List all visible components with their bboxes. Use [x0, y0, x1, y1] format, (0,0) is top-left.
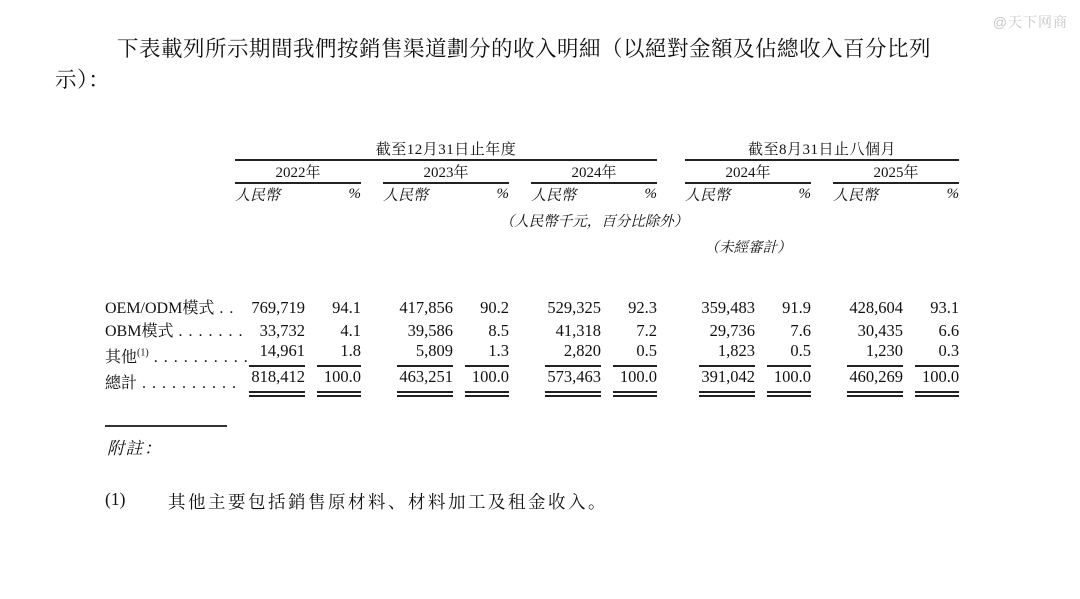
subheader-row [105, 183, 959, 205]
cell-value: 463,251 [383, 367, 453, 393]
gap-cell [657, 138, 685, 160]
table-row-other [105, 341, 959, 367]
notes-heading: 附註： [107, 439, 163, 458]
cell-value: 0.5 [601, 341, 657, 367]
gap-cell [361, 318, 383, 341]
row-label [105, 367, 238, 393]
cell-value: 529,325 [547, 298, 601, 317]
cell-value: 6.6 [938, 321, 960, 340]
cell-value: 39,586 [407, 321, 453, 340]
currency-subheader: 人民幣 [685, 188, 731, 204]
percent-subheader: % [496, 186, 509, 202]
unaudited-note-row [105, 231, 959, 257]
percent-subheader: % [348, 186, 361, 202]
gap-cell [657, 160, 685, 183]
gap-cell [811, 183, 833, 205]
cell-value: 90.2 [480, 298, 509, 317]
cell-value: 8.5 [488, 321, 509, 340]
intro-paragraph: 下表載列所示期間我們按銷售渠道劃分的收入明細（以絕對金額及佔總收入百分比列示）： [55, 37, 932, 92]
cell-value: 391,042 [685, 367, 755, 393]
cell-value: 4.1 [340, 321, 361, 340]
row-label [105, 341, 249, 367]
gap-cell [509, 318, 531, 341]
row-label-text: OBM模式 [105, 323, 174, 340]
empty-cell [105, 205, 531, 231]
unaudited-note-cell [685, 231, 811, 257]
gap-cell [361, 341, 383, 367]
cell-value: 100.0 [601, 367, 657, 393]
year-header-2023: 2023年 [383, 160, 509, 183]
row-label [105, 295, 235, 318]
cell-value: 0.5 [755, 341, 811, 367]
cell-value: 100.0 [453, 367, 509, 393]
dot-leader: . . . . . . . . . . [148, 349, 249, 366]
gap-cell [657, 341, 685, 367]
empty-cell [811, 231, 959, 257]
gap-cell [361, 295, 383, 318]
cell-value: 5,809 [383, 341, 453, 367]
cell-value: 818,412 [235, 367, 305, 393]
unit-note-row [105, 205, 959, 231]
revenue-table-container [105, 138, 1080, 393]
currency-subheader: 人民幣 [235, 188, 281, 204]
table-row-obm [105, 318, 959, 341]
cell-value: 29,736 [709, 321, 756, 340]
empty-cell [657, 205, 959, 231]
table-row-total [105, 367, 959, 393]
gap-cell [361, 183, 383, 205]
empty-cell [105, 257, 959, 295]
cell-value: 100.0 [903, 367, 959, 393]
footnote-1 [105, 489, 1080, 514]
cell-value: 93.1 [930, 298, 960, 317]
dot-leader: . . [214, 300, 235, 317]
empty-cell [105, 183, 235, 205]
gap-cell [811, 318, 833, 341]
footnote-rule [105, 425, 227, 427]
cell-value: 1,230 [833, 341, 903, 367]
percent-subheader: % [798, 186, 812, 202]
cell-value: 7.6 [790, 321, 812, 340]
gap-cell [811, 160, 833, 183]
unaudited-note: （未經審計） [704, 240, 792, 256]
unit-note: （人民幣千元，百分比除外） [499, 214, 689, 230]
gap-cell [657, 295, 685, 318]
footnote-marker: (1) [105, 489, 126, 509]
cell-value: 460,269 [833, 367, 903, 393]
currency-subheader: 人民幣 [833, 188, 879, 204]
footnote-ref-1: (1) [137, 347, 149, 359]
gap-cell [509, 341, 531, 367]
cell-value: 91.9 [782, 298, 812, 317]
gap-cell [811, 295, 833, 318]
table-row-oem-odm [105, 295, 959, 318]
unit-note-cell [499, 205, 689, 231]
currency-subheader: 人民幣 [383, 188, 429, 204]
empty-cell [105, 231, 685, 257]
empty-cell [105, 160, 235, 183]
cell-value: 30,435 [857, 321, 904, 340]
currency-subheader: 人民幣 [531, 188, 577, 204]
cell-value: 1,823 [685, 341, 755, 367]
dot-leader: . . . . . . . . . . [137, 375, 238, 392]
cell-value: 769,719 [251, 298, 305, 317]
cell-value: 100.0 [755, 367, 811, 393]
dot-leader: . . . . . . . [173, 323, 244, 340]
year-header-row [105, 160, 959, 183]
empty-cell [105, 138, 235, 160]
cell-value: 0.3 [903, 341, 959, 367]
year-header-2024: 2024年 [531, 160, 657, 183]
gap-cell [657, 318, 685, 341]
gap-cell [509, 295, 531, 318]
row-label-text: 總計 [105, 375, 138, 392]
period-group-row [105, 138, 959, 160]
cell-value: 2,820 [531, 341, 601, 367]
cell-value: 1.3 [453, 341, 509, 367]
cell-value: 92.3 [628, 298, 658, 317]
percent-subheader: % [644, 186, 658, 202]
year-header-2025: 2025年 [833, 160, 959, 183]
gap-cell [361, 367, 383, 393]
cell-value: 41,318 [555, 321, 601, 340]
period-group-eight-months: 截至8月31日止八個月 [685, 138, 959, 160]
cell-value: 1.8 [305, 341, 361, 367]
cell-value: 428,604 [849, 298, 904, 317]
gap-cell [509, 160, 531, 183]
period-group-annual: 截至12月31日止年度 [235, 138, 657, 160]
gap-cell [361, 160, 383, 183]
watermark: @天下网商 [992, 14, 1068, 30]
cell-value: 359,483 [701, 298, 756, 317]
cell-value: 417,856 [399, 298, 453, 317]
cell-value: 7.2 [636, 321, 658, 340]
gap-cell [811, 367, 833, 393]
cell-value: 33,732 [259, 321, 305, 340]
gap-cell [509, 183, 531, 205]
row-label [105, 318, 244, 341]
footnote-text: 其他主要包括銷售原材料、材料加工及租金收入。 [168, 492, 608, 512]
cell-value: 94.1 [332, 298, 361, 317]
gap-cell [657, 183, 685, 205]
revenue-by-channel-table [105, 138, 959, 393]
gap-cell [657, 367, 685, 393]
cell-value: 14,961 [235, 341, 305, 367]
gap-cell [509, 367, 531, 393]
row-label-text: OEM/ODM模式 [105, 300, 215, 317]
year-header-2024-8m: 2024年 [685, 160, 811, 183]
spacer-row [105, 257, 959, 295]
year-header-2022: 2022年 [235, 160, 361, 183]
gap-cell [811, 341, 833, 367]
row-label-text: 其他 [105, 349, 138, 366]
percent-subheader: % [946, 186, 960, 202]
cell-value: 573,463 [531, 367, 601, 393]
cell-value: 100.0 [305, 367, 361, 393]
